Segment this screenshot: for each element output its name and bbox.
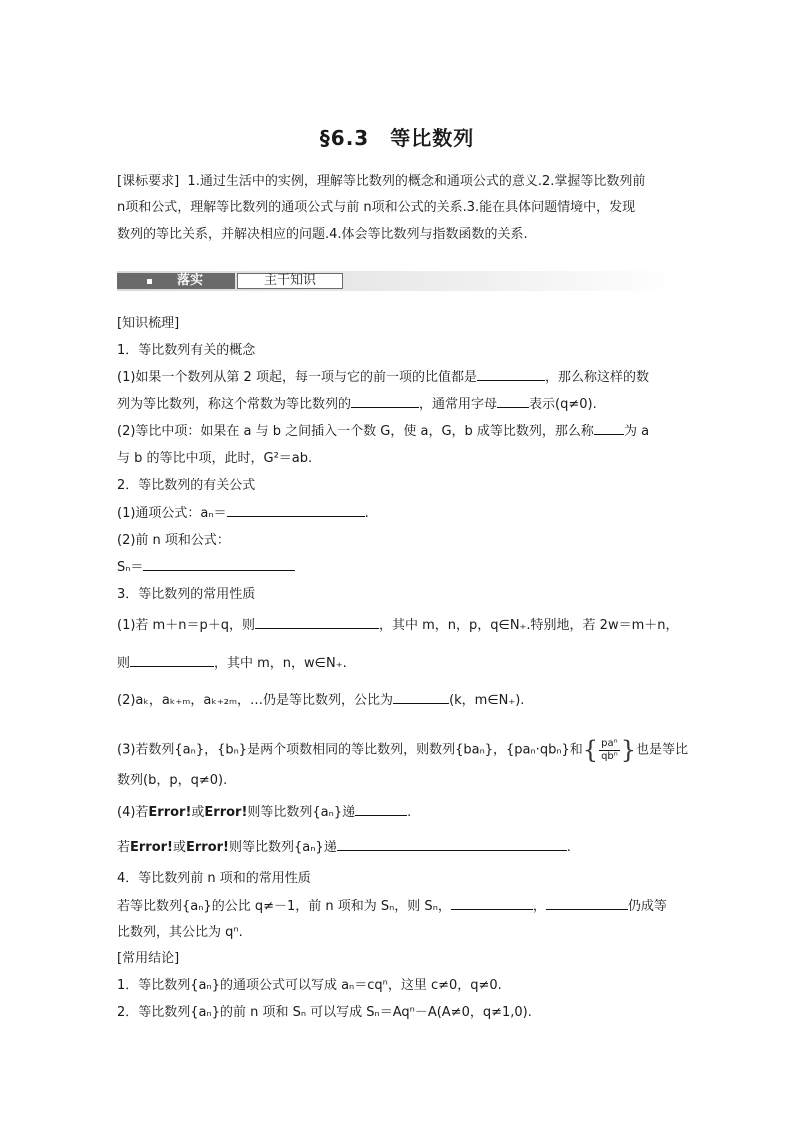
text-fragment: (2)等比中项：如果在 a 与 b 之间插入一个数 G，使 a，G，b 成等比数列，那么称 xyxy=(117,424,594,439)
requirements-label: [课标要求] xyxy=(117,174,180,189)
blank xyxy=(477,368,545,381)
sum-line-2: 比数列，其公比为 qⁿ. xyxy=(117,925,243,940)
property-line-6 xyxy=(117,803,682,823)
text-fragment: ，其中 m，n，p，q∈N₊.特别地，若 2w＝m＋n， xyxy=(378,618,679,633)
sum-line-1 xyxy=(117,897,682,917)
text-fragment: 列为等比数列，称这个常数为等比数列的 xyxy=(117,397,352,412)
text-fragment: 也是等比 xyxy=(636,742,689,758)
text-fragment: ， xyxy=(532,899,546,914)
text-fragment: 则等比数列{aₙ}递 xyxy=(247,805,356,820)
formula-line-2: (2)前 n 项和公式： xyxy=(117,533,230,548)
text-fragment: . xyxy=(364,506,369,521)
property-line-2 xyxy=(117,654,682,674)
text-fragment: 表示(q≠0). xyxy=(529,397,597,412)
formula-line-1 xyxy=(117,504,682,524)
heading-2: 2．等比数列的有关公式 xyxy=(117,478,256,493)
concept-line-1 xyxy=(117,368,682,388)
text-fragment: 若 xyxy=(117,840,131,855)
requirements-line-1 xyxy=(117,172,682,192)
section-tag xyxy=(117,273,235,289)
concept-line-3 xyxy=(117,422,682,442)
blank xyxy=(594,422,624,435)
conclusion-2: 2．等比数列{aₙ}的前 n 项和 Sₙ 可以写成 Sₙ＝Aqⁿ－A(A≠0，q≠1,0). xyxy=(117,1005,532,1020)
blank xyxy=(143,558,295,571)
blank xyxy=(497,395,529,408)
fraction xyxy=(599,738,620,763)
section-bar xyxy=(117,271,679,291)
blank xyxy=(227,504,365,517)
error-placeholder: Error! xyxy=(130,840,173,855)
blank xyxy=(351,395,419,408)
right-brace-icon: } xyxy=(620,736,637,764)
text-fragment: (1)通项公式：aₙ＝ xyxy=(117,506,227,521)
requirements-text-1: 1.通过生活中的实例，理解等比数列的概念和通项公式的意义.2.掌握等比数列前 xyxy=(187,174,646,189)
property-line-7 xyxy=(117,838,682,858)
property-line-4 xyxy=(117,733,689,767)
text-fragment: ，那么称这样的数 xyxy=(544,370,649,385)
text-fragment: ，通常用字母 xyxy=(419,397,498,412)
fraction-numerator: paⁿ xyxy=(599,738,620,751)
heading-4: 4．等比数列前 n 项和的常用性质 xyxy=(117,871,311,886)
blank xyxy=(546,897,628,910)
blank xyxy=(451,897,533,910)
heading-1: 1．等比数列有关的概念 xyxy=(117,343,256,358)
requirements-line-2: n项和公式，理解等比数列的通项公式与前 n项和公式的关系.3.能在具体问题情境中，发现 xyxy=(117,200,636,215)
error-placeholder: Error! xyxy=(204,805,248,820)
text-fragment: 若等比数列{aₙ}的公比 q≠－1，前 n 项和为 Sₙ，则 Sₙ， xyxy=(117,899,451,914)
text-fragment: (2)aₖ，aₖ₊ₘ，aₖ₊₂ₘ，…仍是等比数列，公比为 xyxy=(117,693,394,708)
text-fragment: (1)若 m＋n＝p＋q，则 xyxy=(117,618,255,633)
error-placeholder: Error! xyxy=(148,805,192,820)
knowledge-heading: [知识梳理] xyxy=(117,316,180,331)
text-fragment: ，其中 m，n，w∈N₊. xyxy=(214,656,347,671)
property-line-3 xyxy=(117,691,682,711)
heading-3: 3．等比数列的常用性质 xyxy=(117,587,256,602)
concept-line-4: 与 b 的等比中项，此时，G²＝ab. xyxy=(117,451,313,466)
formula-line-3 xyxy=(117,558,682,578)
text-fragment: 为 a xyxy=(623,424,650,439)
blank xyxy=(337,838,567,851)
property-line-5: 数列(b，p，q≠0). xyxy=(117,773,228,788)
error-placeholder: Error! xyxy=(186,840,229,855)
text-fragment: 或 xyxy=(173,840,187,855)
blank xyxy=(130,654,214,667)
text-fragment: (k，m∈N₊). xyxy=(449,693,525,708)
text-fragment: Sₙ＝ xyxy=(117,560,144,575)
property-line-1 xyxy=(117,616,682,636)
blank xyxy=(393,691,449,704)
text-fragment: (4)若 xyxy=(117,805,149,820)
text-fragment: . xyxy=(407,805,412,820)
fraction-denominator: qbⁿ xyxy=(601,750,618,762)
left-brace-icon: { xyxy=(582,736,599,764)
square-bullet-icon xyxy=(147,279,152,284)
text-fragment: (1)如果一个数列从第 2 项起，每一项与它的前一项的比值都是 xyxy=(117,370,477,385)
section-tag-label: 落实 xyxy=(177,273,204,288)
blank xyxy=(255,616,379,629)
blank xyxy=(355,803,407,816)
concept-line-2 xyxy=(117,395,682,415)
page-title: §6.3 等比数列 xyxy=(319,126,475,150)
common-heading: [常用结论] xyxy=(117,951,180,966)
text-fragment: 则等比数列{aₙ}递 xyxy=(229,840,337,855)
text-fragment: (3)若数列{aₙ}，{bₙ}是两个项数相同的等比数列，则数列{baₙ}，{paₙ·qbₙ}和 xyxy=(117,742,583,758)
text-fragment: 仍成等 xyxy=(627,899,667,914)
text-fragment: . xyxy=(566,840,571,855)
text-fragment: 则 xyxy=(117,656,131,671)
requirements-line-3: 数列的等比关系，并解决相应的问题.4.体会等比数列与指数函数的关系. xyxy=(117,227,528,242)
text-fragment: 或 xyxy=(191,805,205,820)
section-box: 主干知识 xyxy=(237,273,343,289)
conclusion-1: 1．等比数列{aₙ}的通项公式可以写成 aₙ＝cqⁿ，这里 c≠0，q≠0. xyxy=(117,978,502,993)
